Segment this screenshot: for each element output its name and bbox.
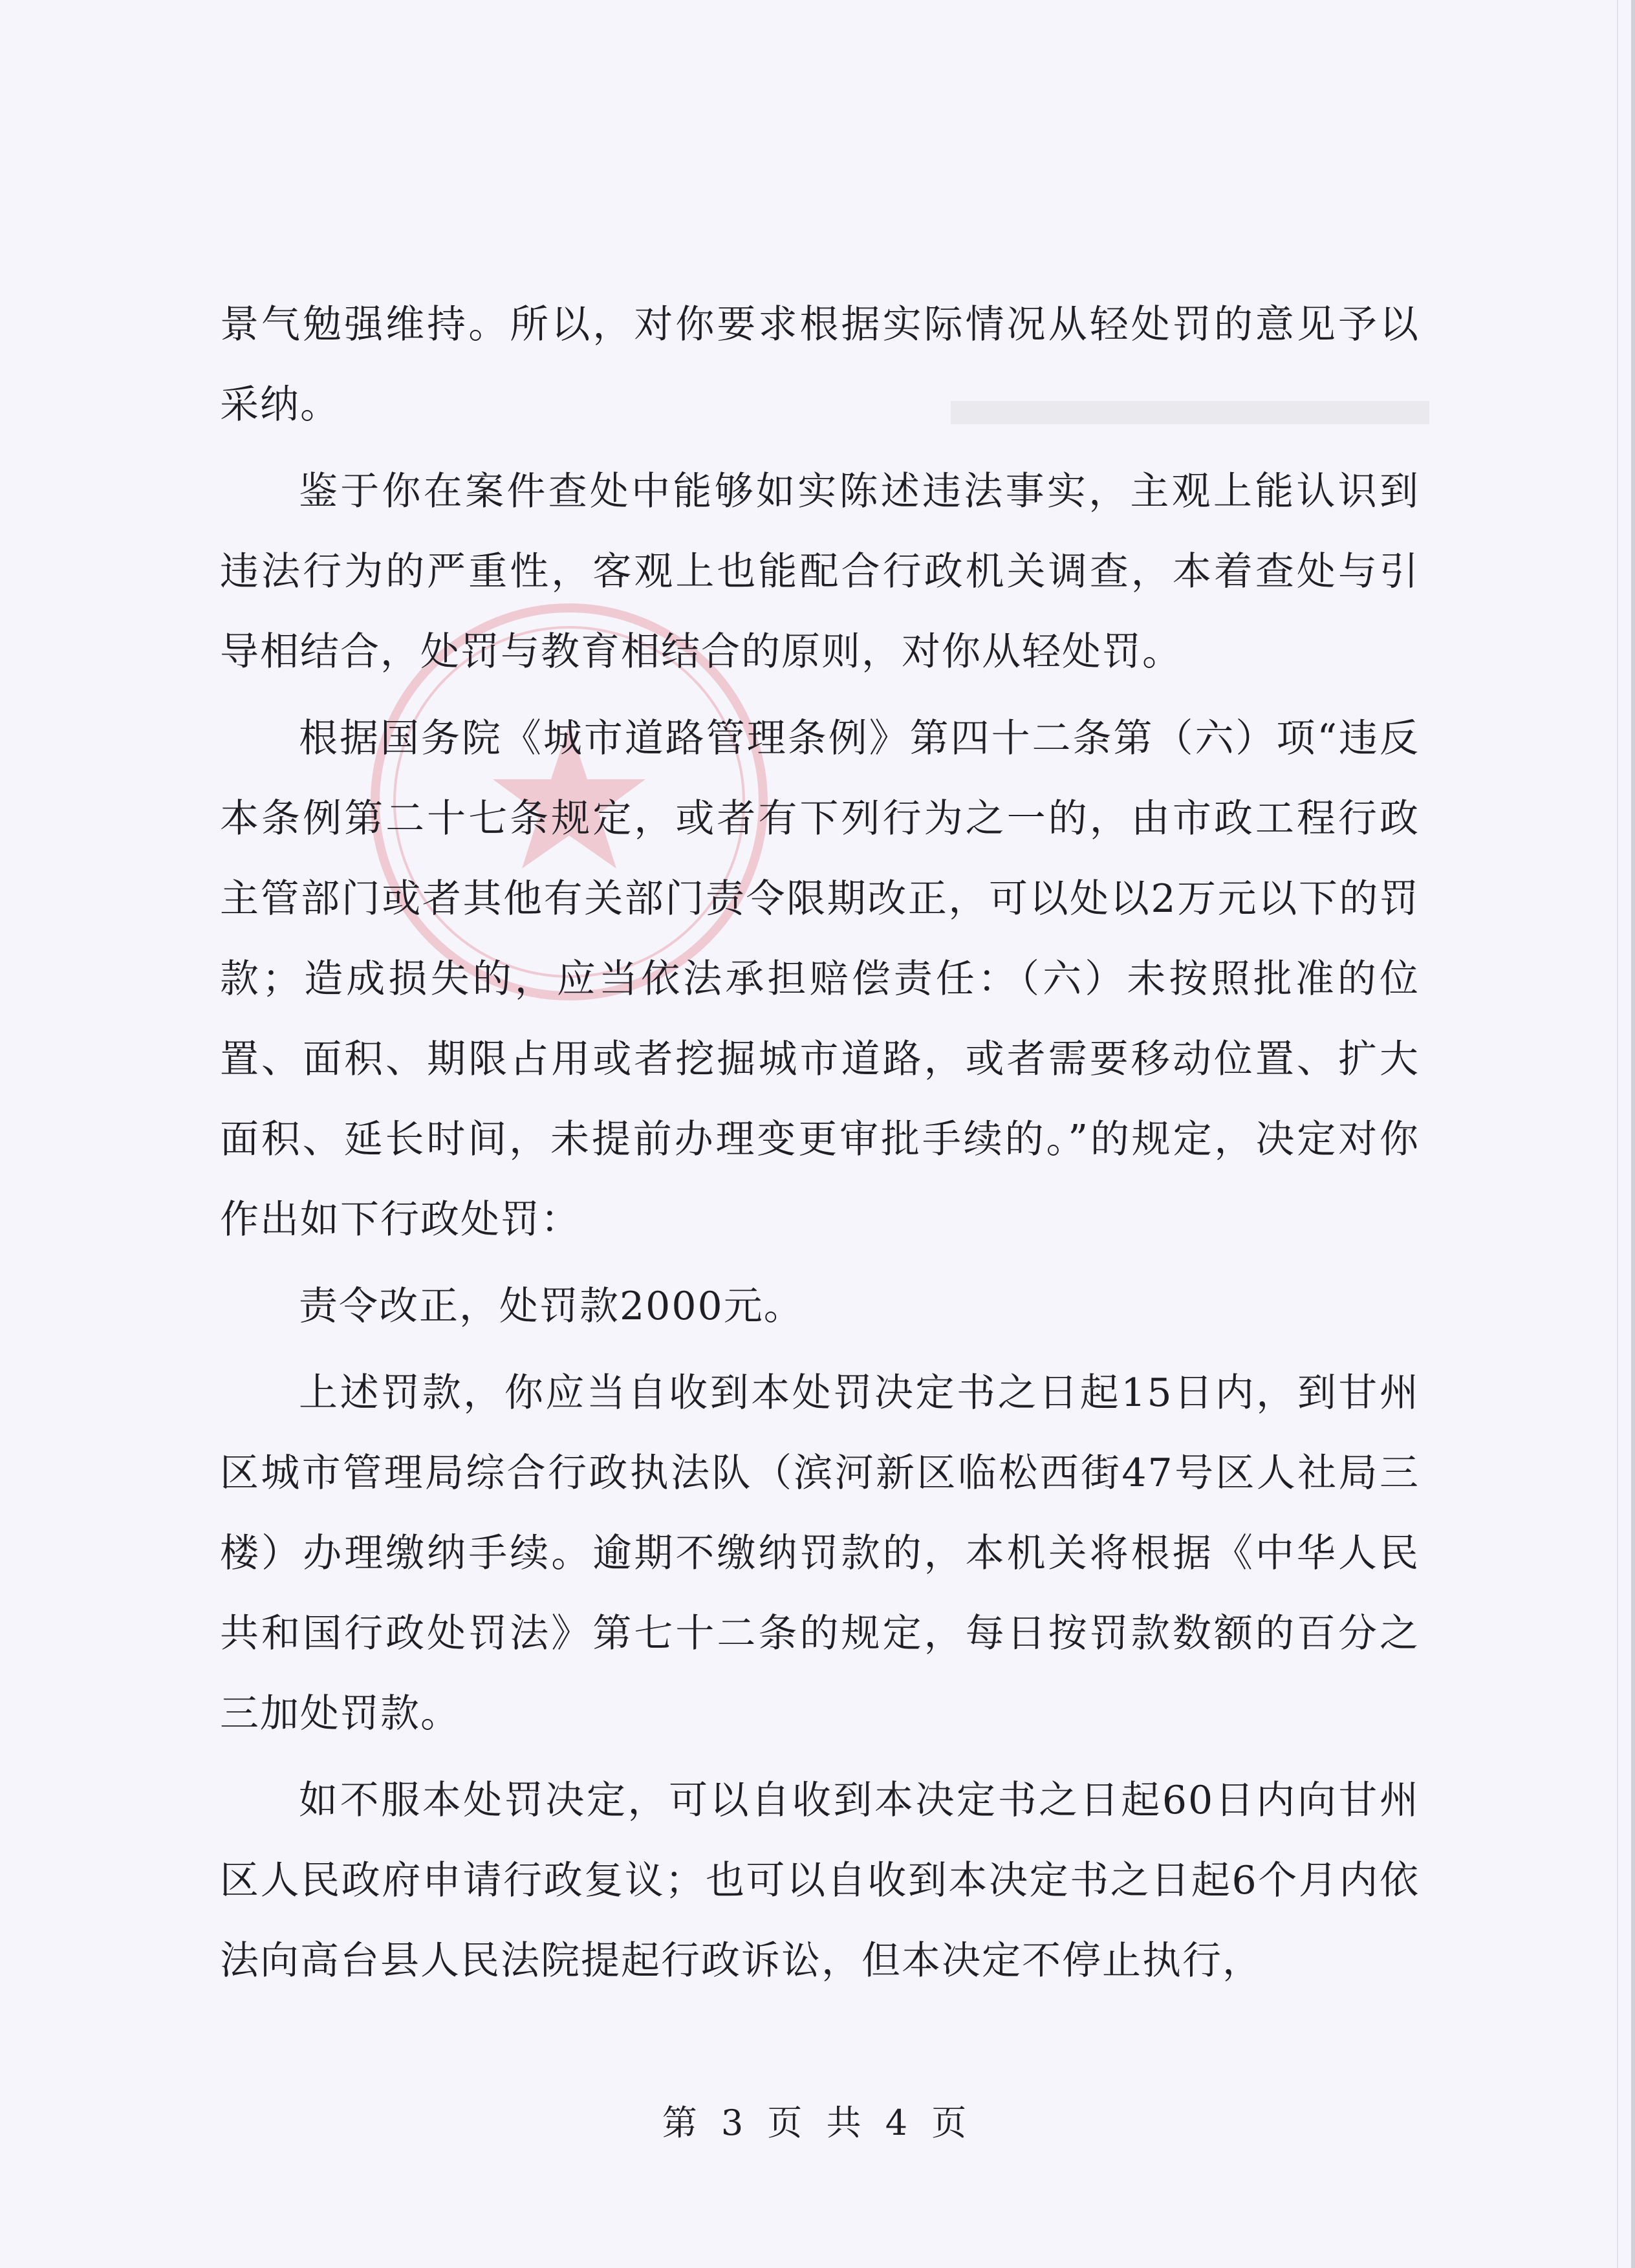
paragraph: 如不服本处罚决定，可以自收到本决定书之日起60日内向甘州区人民政府申请行政复议；也可以自收到本决定书之日起6个月内依法向高台县人民法院提起行政诉讼，但本决定不停止执行， [220,1778,1420,1983]
paragraph: 上述罚款，你应当自收到本处罚决定书之日起15日内，到甘州区城市管理局综合行政执法队（滨河新区临松西街47号区人社局三楼）办理缴纳手续。逾期不缴纳罚款的，本机关将根据《中华人民共和国行政处罚法》第七十二条的规定，每日按罚款数额的百分之三加处罚款。 [220,1370,1420,1736]
page-number-footer: 第 3 页 共 4 页 [662,2102,973,2143]
paragraph: 鉴于你在案件查处中能够如实陈述违法事实，主观上能认识到违法行为的严重性，客观上也能配合行政机关调查，本着查处与引导相结合，处罚与教育相结合的原则，对你从轻处罚。 [220,469,1420,675]
paragraph: 责令改正，处罚款2000元。 [299,1284,804,1329]
paragraph: 根据国务院《城市道路管理条例》第四十二条第（六）项“违反本条例第二十七条规定，或者有下列行为之一的，由市政工程行政主管部门或者其他有关部门责令限期改正，可以处以2万元以下的罚款；造成损失的，应当依法承担赔偿责任：（六）未按照批准的位置、面积、期限占用或者挖掘城市道路，或者需要移动位置、扩大面积、延长时间，未提前办理变更审批手续的。”的规定，决定对你作出如下行政处罚： [220,716,1420,1242]
document-body [220,285,1420,2007]
paragraph: 景气勉强维持。所以，对你要求根据实际情况从轻处罚的意见予以采纳。 [220,302,1420,427]
paper-edge-line [1617,0,1618,2268]
paper-edge [1631,0,1635,2268]
